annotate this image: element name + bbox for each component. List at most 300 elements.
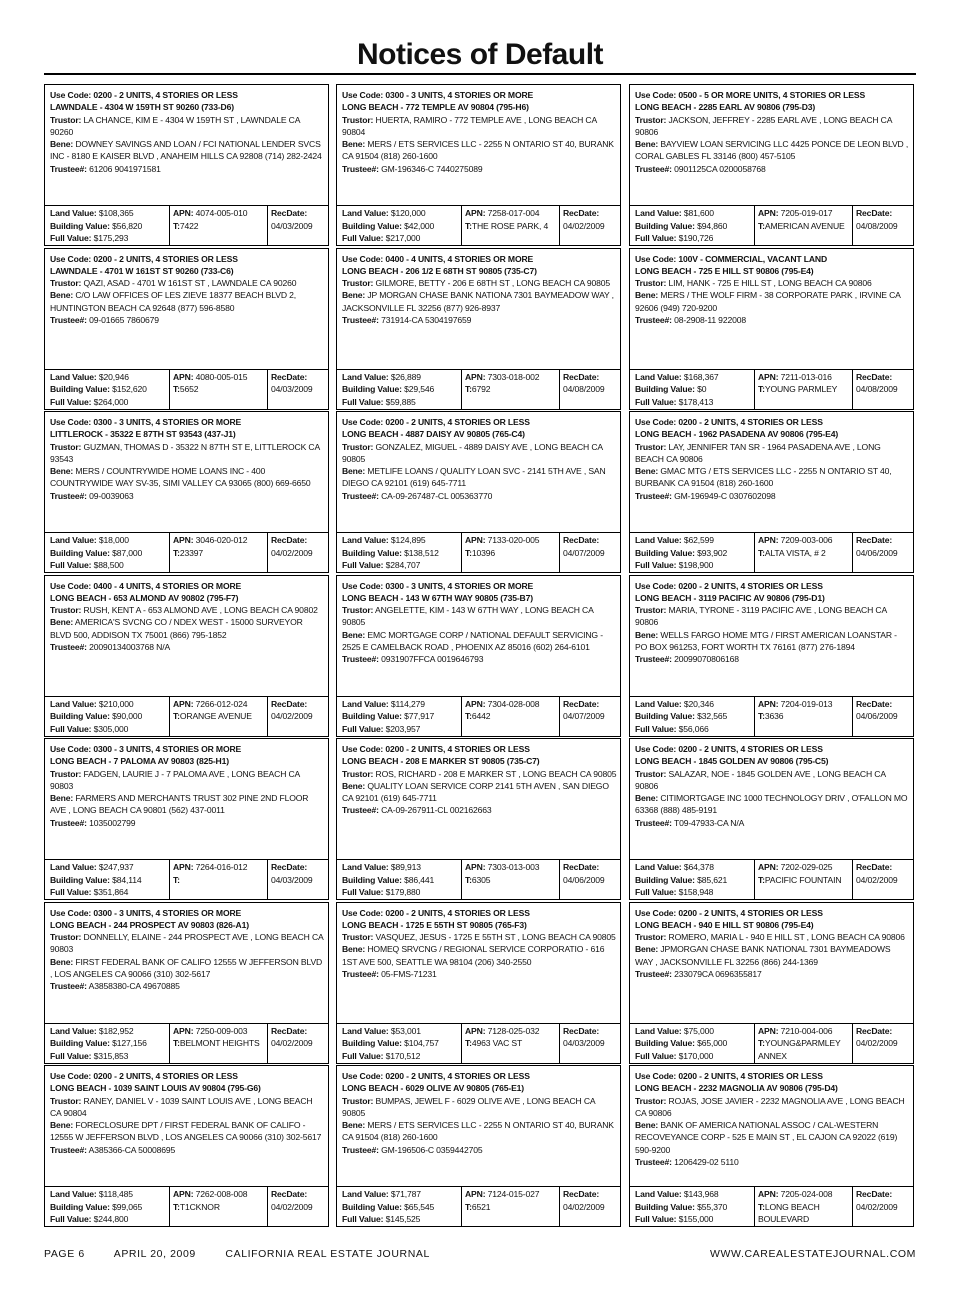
bene-value: MERS / THE WOLF FIRM - 38 CORPORATE PARK , IRVINE CA 92606 (949) 720-9200	[635, 290, 901, 313]
recdate-label: RecDate:	[563, 371, 600, 382]
values-cell	[45, 370, 169, 409]
recdate-label: RecDate:	[563, 1025, 600, 1036]
bene-line	[50, 465, 325, 490]
bene-label: Bene:	[342, 139, 366, 150]
value-stats	[337, 1023, 620, 1063]
apn-cell	[754, 1024, 852, 1063]
building-value: $152,620	[112, 384, 147, 394]
trustor-label: Trustor:	[50, 114, 82, 125]
bene-label: Bene:	[635, 629, 659, 640]
use-code-line	[50, 416, 325, 428]
use-code-value: 0200 - 2 UNITS, 4 STORIES OR LESS	[93, 90, 238, 100]
building-value: $99,065	[112, 1201, 143, 1212]
full-value-label: Full Value:	[50, 1214, 92, 1224]
use-code-label: Use Code:	[50, 90, 92, 100]
tract-value: 6521	[471, 1201, 491, 1212]
trustee-line	[50, 163, 325, 175]
trustee-line	[50, 641, 325, 653]
building-value: $84,114	[112, 874, 142, 885]
trustee-value: A385366-CA 50008695	[88, 1144, 176, 1155]
recdate-cell	[559, 860, 620, 899]
values-cell	[630, 697, 754, 736]
notice-body	[45, 576, 328, 697]
property-heading: LONG BEACH - 940 E HILL ST 90806 (795-E4)	[635, 919, 814, 930]
tract-line	[758, 547, 852, 560]
trustee-value: 09-01665 7860679	[89, 314, 159, 325]
land-value-line	[635, 861, 754, 874]
tract-label: T:	[173, 384, 180, 394]
land-value: $20,346	[683, 698, 714, 709]
trustee-line	[342, 804, 617, 816]
full-value: $351,864	[93, 887, 129, 897]
apn-line	[173, 207, 267, 220]
apn-cell	[461, 533, 559, 572]
land-value-line	[342, 1188, 461, 1201]
value-stats	[630, 369, 913, 409]
recdate-value: 04/03/2009	[271, 384, 313, 394]
building-value: $104,757	[404, 1038, 439, 1048]
value-stats	[337, 696, 620, 736]
full-value-label: Full Value:	[342, 723, 384, 734]
recdate-label: RecDate:	[856, 208, 893, 218]
trustee-value: 09-0039063	[89, 490, 134, 501]
tract-value: 3636	[764, 711, 784, 721]
building-value-label: Building Value:	[342, 874, 402, 885]
bene-line	[342, 1119, 617, 1144]
trustee-value: 05-FMS-71231	[381, 968, 437, 979]
tract-line	[465, 710, 559, 723]
building-value: $93,902	[697, 547, 728, 558]
bene-value: MERS / ETS SERVICES LLC - 2255 N ONTARIO ST 40, BURANK CA 91504 (818) 260-1600	[342, 1120, 614, 1143]
value-stats	[630, 1186, 913, 1226]
trustee-label: Trustee#:	[50, 490, 87, 501]
building-value-label: Building Value:	[50, 547, 110, 558]
values-cell	[45, 1187, 169, 1226]
tract-value: 23397	[179, 547, 204, 558]
values-cell	[45, 1024, 169, 1063]
recdate-label: RecDate:	[271, 371, 308, 382]
value-stats	[337, 532, 620, 572]
bene-label: Bene:	[50, 956, 74, 967]
notice-body	[337, 1066, 620, 1187]
trustor-value: LA CHANCE, KIM E - 4304 W 159TH ST , LAWNDALE CA 90260	[50, 114, 300, 137]
apn-label: APN:	[465, 371, 486, 382]
value-stats	[45, 1186, 328, 1226]
trustor-value: GILMORE, BETTY - 206 E 68TH ST , LONG BEACH CA 90805	[375, 278, 611, 289]
land-value: $182,952	[98, 1025, 134, 1036]
trustee-value: GM-196346-C 7440275089	[381, 163, 483, 174]
apn-line	[465, 371, 559, 384]
use-code-value: 0200 - 2 UNITS, 4 STORIES OR LESS	[93, 1071, 238, 1081]
tract-line	[465, 383, 559, 396]
tract-value: YOUNG&PARMLEY	[764, 1038, 841, 1048]
full-value-line	[635, 723, 754, 736]
value-stats	[45, 1023, 328, 1063]
trustor-value: LAY, JENNIFER TAN SR - 1964 PASADENA AVE , LONG BEACH CA 90806	[635, 441, 881, 464]
notice-body	[630, 739, 913, 860]
apn-value: 7211-013-016	[780, 371, 832, 382]
land-value: $143,968	[683, 1189, 719, 1199]
trustee-line	[50, 314, 325, 326]
use-code-value: 0400 - 4 UNITS, 4 STORIES OR MORE	[93, 580, 242, 591]
values-cell	[337, 1024, 461, 1063]
tract-line	[173, 1037, 267, 1050]
property-heading: LONG BEACH - 653 ALMOND AV 90802 (795-F7)	[50, 592, 239, 603]
trustor-line	[50, 441, 325, 466]
full-value-label: Full Value:	[635, 1214, 677, 1224]
apn-line	[758, 861, 852, 874]
trustor-line	[635, 931, 910, 943]
value-stats	[630, 532, 913, 572]
building-value: $138,512	[404, 547, 439, 558]
notice-body	[630, 576, 913, 697]
land-value: $210,000	[98, 698, 134, 709]
trustor-line	[342, 114, 617, 139]
apn-label: APN:	[465, 535, 486, 545]
bene-label: Bene:	[635, 1120, 659, 1131]
apn-line	[758, 1025, 852, 1038]
full-value-label: Full Value:	[342, 233, 384, 243]
full-value: $158,948	[678, 887, 714, 897]
bene-label: Bene:	[342, 944, 366, 955]
building-value-line	[50, 874, 169, 887]
land-value-line	[50, 1188, 169, 1201]
bene-line	[635, 792, 910, 817]
trustor-line	[342, 604, 617, 629]
trustee-label: Trustee#:	[50, 314, 87, 325]
land-value-label: Land Value:	[635, 371, 682, 382]
property-heading: LONG BEACH - 6029 OLIVE AV 90805 (765-E1)	[342, 1083, 525, 1094]
tract-value-cont: ANNEX	[758, 1050, 787, 1061]
recdate-label: RecDate:	[563, 698, 600, 709]
land-value-label: Land Value:	[342, 1025, 389, 1036]
trustee-value: 0901125CA 0200058768	[674, 163, 766, 174]
use-code-line	[342, 907, 617, 919]
trustee-value: 20099070806168	[674, 654, 739, 665]
bene-value: DOWNEY SAVINGS AND LOAN / FCI NATIONAL LENDER SVCS INC - 8180 E KAISER BLVD , ANAHEIM HILLS CA 92808 (714) 282-2424	[50, 139, 322, 162]
building-value-label: Building Value:	[342, 1201, 402, 1212]
tract-line	[758, 874, 852, 887]
land-value: $81,600	[683, 208, 714, 218]
full-value-label: Full Value:	[50, 887, 92, 897]
bene-line	[50, 792, 325, 817]
land-value-label: Land Value:	[635, 1189, 682, 1199]
footer-page-number: PAGE 6	[44, 1248, 85, 1260]
land-value-line	[50, 1025, 169, 1038]
trustor-label: Trustor:	[342, 114, 374, 125]
building-value-label: Building Value:	[342, 711, 402, 721]
use-code-line	[635, 1070, 910, 1082]
use-code-value: 0400 - 4 UNITS, 4 STORIES OR MORE	[385, 253, 534, 264]
full-value-label: Full Value:	[342, 560, 384, 570]
land-value-label: Land Value:	[50, 1189, 97, 1199]
tract-label: T:	[758, 711, 765, 721]
apn-label: APN:	[465, 862, 486, 872]
land-value-label: Land Value:	[342, 698, 389, 709]
bene-label: Bene:	[342, 290, 366, 301]
full-value: $178,413	[678, 396, 714, 407]
use-code-label: Use Code:	[635, 417, 677, 427]
trustee-label: Trustee#:	[635, 1157, 672, 1168]
tract-value: 5652	[179, 384, 199, 394]
building-value-line	[342, 220, 461, 233]
full-value-line	[342, 1050, 461, 1063]
notice-record	[336, 84, 621, 246]
full-value-label: Full Value:	[635, 1050, 677, 1061]
tract-label: T:	[173, 1038, 180, 1048]
recdate-cell	[852, 206, 913, 245]
notice-body	[45, 739, 328, 860]
bene-label: Bene:	[635, 139, 659, 150]
apn-label: APN:	[758, 208, 779, 218]
trustor-line	[50, 277, 325, 289]
footer-website[interactable]: WWW.CAREALESTATEJOURNAL.COM	[710, 1248, 916, 1260]
recdate-value: 04/02/2009	[271, 1038, 313, 1048]
building-value: $127,156	[112, 1038, 147, 1048]
trustee-line	[342, 163, 617, 175]
apn-label: APN:	[173, 371, 194, 382]
recdate-value: 04/02/2009	[271, 711, 313, 721]
apn-label: APN:	[758, 1025, 779, 1036]
apn-value: 7303-013-003	[487, 862, 540, 872]
use-code-label: Use Code:	[342, 580, 384, 591]
apn-value: 7205-019-017	[780, 208, 833, 218]
bene-line	[635, 629, 910, 654]
notice-record	[44, 1065, 329, 1227]
trustee-value: GM-196506-C 0359442705	[381, 1144, 483, 1155]
land-value-label: Land Value:	[342, 208, 389, 218]
trustee-label: Trustee#:	[342, 968, 379, 979]
trustee-label: Trustee#:	[342, 490, 379, 501]
recdate-cell	[852, 1024, 913, 1063]
trustee-value: GM-196949-C 0307602098	[674, 490, 776, 501]
building-value-label: Building Value:	[50, 711, 110, 721]
recdate-value: 04/08/2009	[563, 384, 605, 394]
land-value-line	[342, 207, 461, 220]
trustor-value: ANGELETTE, KIM - 143 W 67TH WAY , LONG BEACH CA 90805	[342, 605, 594, 628]
building-value: $29,546	[404, 384, 435, 394]
use-code-line	[342, 253, 617, 265]
value-stats	[337, 859, 620, 899]
recdate-value: 04/03/2009	[563, 1038, 605, 1048]
apn-label: APN:	[173, 862, 194, 872]
recdate-cell	[267, 697, 328, 736]
notice-record	[44, 902, 329, 1064]
land-value-label: Land Value:	[50, 208, 97, 218]
value-stats	[630, 859, 913, 899]
building-value-line	[50, 547, 169, 560]
trustor-label: Trustor:	[342, 768, 374, 779]
full-value: $190,726	[678, 233, 714, 243]
apn-value: 7304-028-008	[487, 698, 540, 709]
bene-value: HOMEQ SRVCNG / REGIONAL SERVICE CORPORATIO - 616 1ST AVE 500, SEATTLE WA 98104 (206) 340-2550	[342, 944, 605, 967]
bene-label: Bene:	[635, 793, 659, 804]
trustor-line	[342, 277, 617, 289]
trustee-label: Trustee#:	[50, 981, 87, 992]
full-value-line	[50, 886, 169, 899]
trustee-label: Trustee#:	[342, 163, 379, 174]
full-value: $175,293	[93, 233, 129, 243]
recdate-cell	[559, 1024, 620, 1063]
tract-label: T:	[173, 711, 180, 721]
tract-value: AMERICAN AVENUE	[764, 220, 845, 231]
tract-line	[758, 220, 852, 233]
use-code-line	[635, 416, 910, 428]
notice-record	[44, 84, 329, 246]
use-code-label: Use Code:	[342, 744, 384, 754]
values-cell	[630, 860, 754, 899]
full-value-line	[50, 723, 169, 736]
trustor-line	[50, 114, 325, 139]
value-stats	[337, 369, 620, 409]
building-value: $65,000	[697, 1038, 728, 1048]
apn-cell	[754, 533, 852, 572]
recdate-label: RecDate:	[563, 208, 600, 218]
recdate-label: RecDate:	[856, 371, 893, 382]
trustor-value: MARIA, TYRONE - 3119 PACIFIC AVE , LONG BEACH CA 90806	[635, 605, 887, 628]
property-heading: LONG BEACH - 725 E HILL ST 90806 (795-E4)	[635, 265, 814, 276]
use-code-label: Use Code:	[50, 253, 92, 264]
land-value: $247,937	[98, 862, 134, 872]
land-value-line	[342, 698, 461, 711]
full-value: $198,900	[678, 560, 714, 570]
recdate-value: 04/02/2009	[856, 1038, 898, 1048]
use-code-line	[50, 580, 325, 592]
apn-line	[758, 1188, 852, 1201]
trustor-value: DONNELLY, ELAINE - 244 PROSPECT AVE , LONG BEACH CA 90803	[50, 932, 324, 955]
apn-value: 3046-020-012	[195, 535, 248, 545]
apn-line	[173, 698, 267, 711]
bene-line	[50, 138, 325, 163]
tract-line	[465, 874, 559, 887]
recdate-value: 04/06/2009	[856, 711, 898, 721]
bene-line	[342, 943, 617, 968]
full-value-label: Full Value:	[342, 396, 384, 407]
tract-value: 6442	[471, 711, 491, 721]
value-stats	[337, 205, 620, 245]
land-value-line	[635, 1025, 754, 1038]
property-heading: LONG BEACH - 772 TEMPLE AV 90804 (795-H6)	[342, 102, 529, 113]
notice-body	[337, 249, 620, 370]
full-value-line	[635, 1213, 754, 1226]
tract-value: ALTA VISTA, # 2	[764, 547, 826, 558]
land-value: $62,599	[683, 535, 714, 545]
notice-record	[629, 248, 914, 410]
use-code-label: Use Code:	[342, 90, 384, 100]
apn-line	[173, 1188, 267, 1201]
apn-label: APN:	[758, 698, 779, 709]
trustee-label: Trustee#:	[50, 1144, 87, 1155]
full-value-line	[342, 886, 461, 899]
values-cell	[337, 1187, 461, 1226]
apn-cell	[461, 697, 559, 736]
property-heading: LONG BEACH - 2285 EARL AV 90806 (795-D3)	[635, 102, 816, 113]
building-value: $32,565	[697, 711, 728, 721]
trustee-value: A3858380-CA 49670885	[88, 981, 180, 992]
building-value: $0	[697, 384, 707, 394]
tract-line	[465, 1037, 559, 1050]
trustor-label: Trustor:	[635, 278, 667, 289]
bene-value: C/O LAW OFFICES OF LES ZIEVE 18377 BEACH BLVD 2, HUNTINGTON BEACH CA 92648 (877) 596-8580	[50, 290, 296, 313]
land-value-label: Land Value:	[342, 1189, 389, 1199]
land-value-label: Land Value:	[635, 862, 682, 872]
building-value: $94,860	[697, 220, 728, 231]
bene-value: METLIFE LOANS / QUALITY LOAN SVC - 2141 5TH AVE , SAN DIEGO CA 92101 (619) 645-7711	[342, 466, 606, 489]
full-value-label: Full Value:	[635, 233, 677, 243]
apn-cell	[461, 206, 559, 245]
bene-value: QUALITY LOAN SERVICE CORP 2141 5TH AVEN , SAN DIEGO CA 92101 (619) 645-7711	[342, 780, 609, 804]
building-value-line	[50, 383, 169, 396]
trustor-line	[50, 604, 325, 616]
apn-cell	[754, 697, 852, 736]
land-value-line	[635, 698, 754, 711]
bene-label: Bene:	[50, 139, 74, 150]
trustor-label: Trustor:	[635, 768, 667, 779]
land-value-line	[635, 371, 754, 384]
full-value-label: Full Value:	[342, 1214, 384, 1224]
land-value: $124,895	[390, 535, 426, 545]
use-code-value: 0200 - 2 UNITS, 4 STORIES OR LESS	[678, 744, 823, 754]
bene-line	[635, 943, 910, 968]
trustor-value: GUZMAN, THOMAS D - 35322 N 87TH ST E, LITTLEROCK CA 93543	[50, 441, 320, 464]
tract-label: T:	[465, 874, 472, 885]
full-value-line	[342, 396, 461, 409]
notice-record	[336, 248, 621, 410]
value-stats	[45, 859, 328, 899]
value-stats	[630, 1023, 913, 1063]
notice-record	[44, 738, 329, 900]
building-value-line	[342, 710, 461, 723]
recdate-cell	[559, 1187, 620, 1226]
building-value: $56,820	[112, 220, 143, 231]
apn-cell	[169, 697, 267, 736]
building-value-line	[50, 710, 169, 723]
full-value: $203,957	[385, 723, 421, 734]
bene-label: Bene:	[50, 617, 74, 628]
building-value-label: Building Value:	[342, 547, 402, 558]
value-stats	[45, 205, 328, 245]
values-cell	[337, 860, 461, 899]
tract-line	[173, 710, 267, 723]
apn-line	[758, 698, 852, 711]
use-code-line	[50, 253, 325, 265]
trustee-label: Trustee#:	[342, 1144, 379, 1155]
trustee-label: Trustee#:	[50, 817, 87, 828]
full-value-label: Full Value:	[635, 723, 677, 734]
trustor-value: JACKSON, JEFFREY - 2285 EARL AVE , LONG BEACH CA 90806	[635, 114, 892, 137]
apn-line	[173, 861, 267, 874]
bene-line	[635, 1119, 910, 1156]
values-cell	[45, 533, 169, 572]
full-value-line	[50, 232, 169, 245]
trustee-line	[342, 1144, 617, 1156]
trustor-label: Trustor:	[50, 768, 82, 779]
apn-cell	[169, 370, 267, 409]
trustee-value: 20090134003768 N/A	[89, 641, 171, 652]
values-cell	[45, 860, 169, 899]
trustee-value: 1035002799	[89, 817, 136, 828]
apn-value: 7262-008-008	[195, 1189, 248, 1199]
apn-value: 4080-005-015	[195, 371, 248, 382]
use-code-value: 0200 - 2 UNITS, 4 STORIES OR LESS	[385, 417, 530, 427]
recdate-cell	[559, 370, 620, 409]
bene-line	[635, 138, 910, 163]
land-value-label: Land Value:	[50, 535, 97, 545]
apn-line	[465, 1025, 559, 1038]
values-cell	[45, 206, 169, 245]
tract-label: T:	[465, 220, 472, 231]
use-code-line	[50, 1070, 325, 1082]
